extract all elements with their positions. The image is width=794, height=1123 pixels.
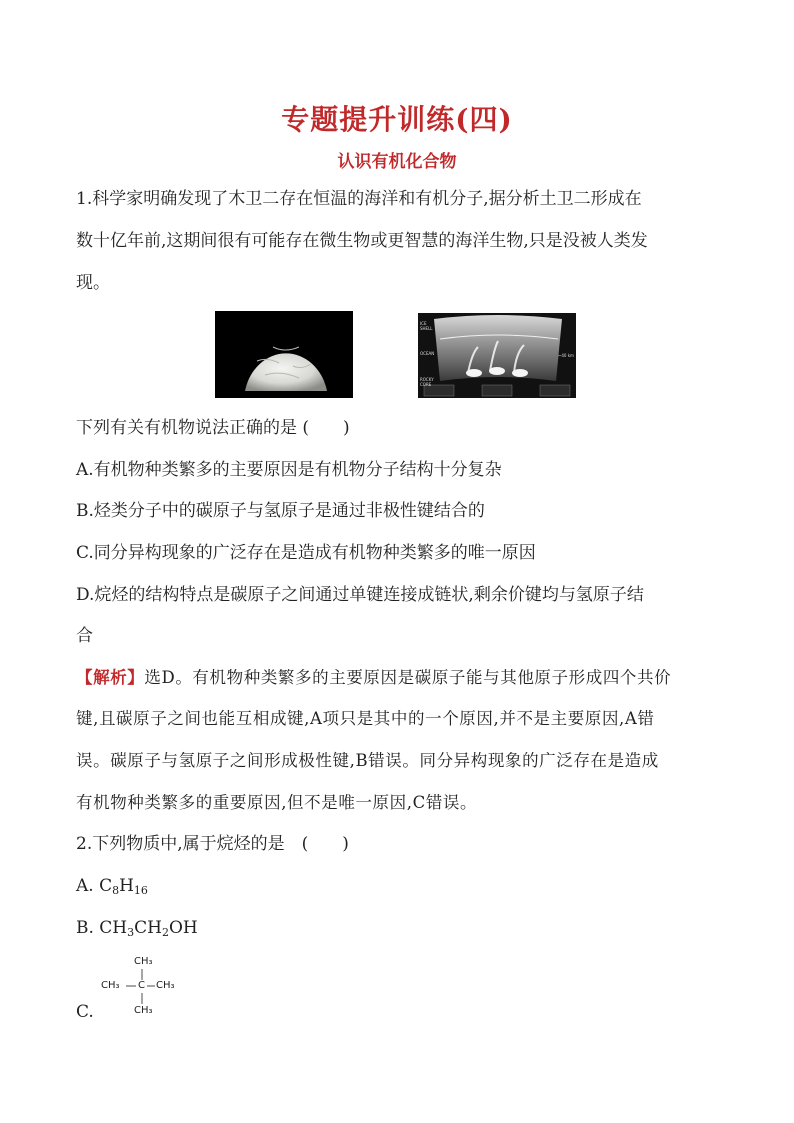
mol-right-ch3: CH₃ [156,980,175,991]
q1-explanation-line-3: 误。碳原子与氢原子之间形成极性键,B错误。同分异构现象的广泛存在是造成 [76,751,659,770]
mol-bonds [76,952,216,1024]
q2-b-tail: OH [168,918,198,938]
q2-b-mid: CH [134,918,162,938]
q1-stem-line-3: 现。 [76,273,110,293]
q1-question: 下列有关有机物说法正确的是 ( ) [76,418,350,438]
q1-stem-line-1: 1.科学家明确发现了木卫二存在恒温的海洋和有机分子,据分析土卫二形成在 [76,189,642,209]
label-shell: SHELL [420,326,433,331]
page-subtitle: 认识有机化合物 [337,152,457,172]
q2-option-a [76,874,716,903]
q1-option-a: A.有机物种类繁多的主要原因是有机物分子结构十分复杂 [76,460,502,480]
mol-top-ch3: CH₃ [134,956,153,967]
label-rocky: ROCKY [420,377,434,382]
q2-question: 2.下列物质中,属于烷烃的是 ( ) [76,834,349,854]
q1-explanation-line-2: 键,且碳原子之间也能互相成键,A项只是其中的一个原因,并不是主要原因,A错 [76,709,655,728]
label-ocean: OCEAN [420,351,435,356]
label-core: CORE [420,382,432,387]
q2-a-sub-2: 16 [133,884,148,897]
q2-b-sub-2: 2 [161,926,169,939]
q1-explanation-line-4: 有机物种类繁多的重要原因,但不是唯一原因,C错误。 [76,793,478,812]
q1-option-b: B.烃类分子中的碳原子与氢原子是通过非极性键结合的 [76,501,485,521]
q2-b-sub-1: 3 [127,926,135,939]
q2-option-b [76,916,716,945]
mol-center-c: C [138,980,145,991]
label-depth: ~40 km [558,353,574,358]
mol-bottom-ch3: CH₃ [134,1005,153,1016]
explanation-text-1: 选D。有机物种类繁多的主要原因是碳原子能与其他原子形成四个共价 [144,668,672,687]
q2-c-label: C. [76,1002,94,1022]
q2-a-prefix: A. C [76,876,113,896]
q1-explanation-line-1 [76,666,721,690]
q2-a-sub-1: 8 [112,884,120,897]
q1-option-d-line-1: D.烷烃的结构特点是碳原子之间通过单键连接成链状,剩余价键均与氢原子结 [76,585,644,605]
label-ice: ICE [420,321,427,326]
page-title: 专题提升训练(四) [281,103,513,136]
q1-stem-line-2: 数十亿年前,这期间很有可能存在微生物或更智慧的海洋生物,只是没被人类发 [76,231,648,251]
q2-b-prefix: B. CH [76,918,128,938]
q1-option-d-line-2: 合 [76,626,93,646]
q1-option-c: C.同分异构现象的广泛存在是造成有机物种类繁多的唯一原因 [76,543,536,563]
moon-photo [215,311,353,398]
q2-option-c [76,952,216,1024]
q2-a-mid: H [119,876,134,896]
explanation-tag: 【解析】 [76,668,145,687]
cross-section-diagram [418,313,576,398]
mol-left-ch3: CH₃ [101,980,120,991]
